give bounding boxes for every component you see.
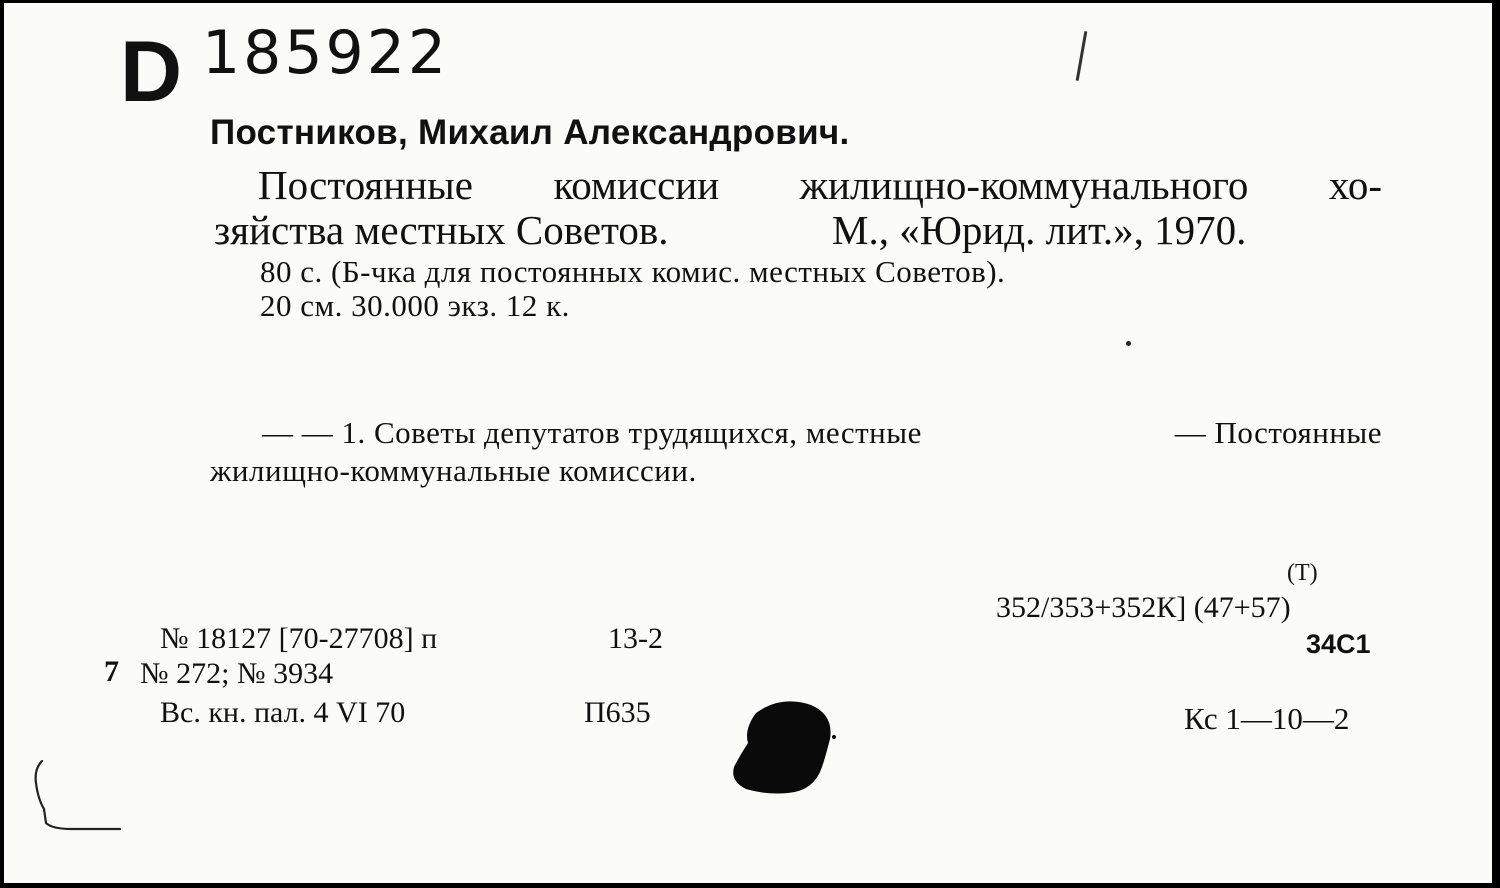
imprint: М., «Юрид. лит.», 1970. <box>832 207 1247 253</box>
subject-line-2: жилищно-коммунальные комиссии. <box>210 453 697 488</box>
order-number: № 18127 [70-27708] п <box>160 622 438 655</box>
title-word: жилищно-коммунального <box>799 162 1249 208</box>
pencil-tick-mark <box>1076 31 1088 81</box>
seven-mark: 7 <box>104 655 119 688</box>
size-price: 20 см. 30.000 экз. 12 к. <box>260 288 570 323</box>
p-code: П635 <box>584 696 651 729</box>
handwritten-mark <box>32 759 132 839</box>
t-mark: (Т) <box>1287 560 1318 586</box>
classification: 352/353+352К] (47+57) <box>996 591 1291 624</box>
subject-text: — Постоянные <box>1174 415 1382 450</box>
subject-line-1 <box>262 417 1382 448</box>
classification-code: 34С1 <box>1306 629 1371 659</box>
collation: 80 с. (Б-чка для постоянных комис. местных Советов). <box>260 254 1006 289</box>
catalog-card <box>4 3 1492 883</box>
subject-text: — — 1. Советы депутатов трудящихся, местные <box>262 415 922 450</box>
ks-code: Кс 1—10—2 <box>1184 701 1350 736</box>
book-chamber-line: Вс. кн. пал. 4 VI 70 <box>160 696 406 729</box>
ink-blot <box>726 693 842 797</box>
title-word: комиссии <box>553 162 720 208</box>
author-heading: Постников, Михаил Александрович. <box>210 113 850 152</box>
title-word: хо- <box>1328 162 1382 208</box>
title-line-1 <box>258 162 1382 208</box>
section-number: 13-2 <box>608 622 663 655</box>
title-word: Постоянные <box>258 162 473 208</box>
title-line-2: зяйства местных Советов. <box>214 207 669 253</box>
registry-numbers: № 272; № 3934 <box>140 657 334 690</box>
speck <box>1126 341 1131 346</box>
card-letter: D <box>120 24 181 120</box>
card-number: 185922 <box>202 18 450 88</box>
